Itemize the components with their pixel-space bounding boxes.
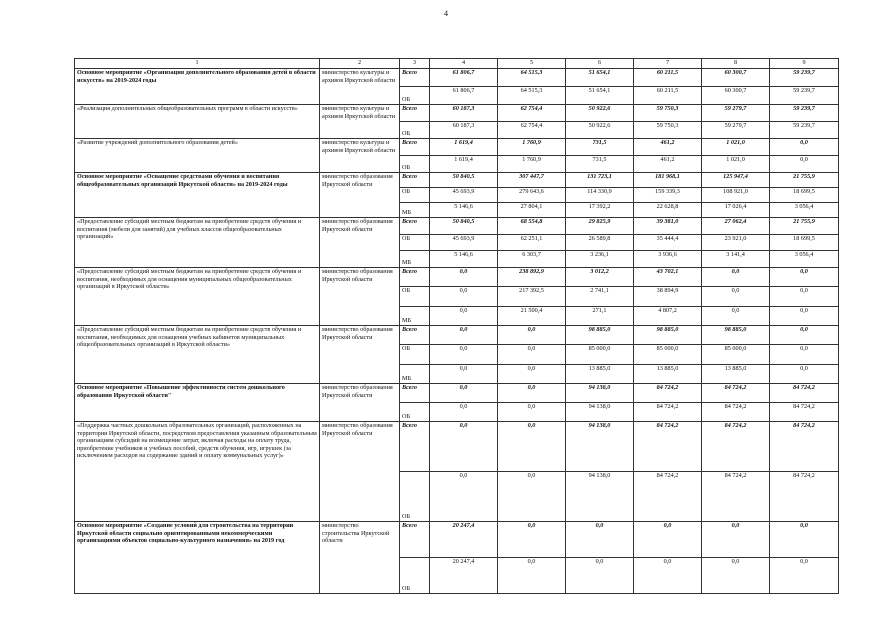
funding-source: Всего [400,218,430,235]
funding-source: ОБ [400,471,430,521]
table-row [75,521,839,557]
value-cell: 45 693,9 [430,234,498,251]
table-row [75,383,839,402]
table-row [75,325,839,344]
column-header: 6 [566,59,634,69]
value-cell: 84 724,2 [770,471,839,521]
value-cell: 0,0 [498,471,566,521]
executor-cell: министерство образования Иркутской области [320,421,400,521]
value-cell: 5 146,6 [430,203,498,218]
value-cell: 1 760,9 [498,156,566,173]
value-cell: 307 447,7 [498,173,566,188]
value-cell: 17 392,2 [566,203,634,218]
value-cell: 0,0 [498,364,566,383]
executor-cell: министерство образования Иркутской области [320,218,400,268]
measure-name: Основное мероприятие «Организация дополнительного образования детей в области искусств» на 2019-2024 годы [75,69,320,105]
column-header: 2 [320,59,400,69]
funding-source: Всего [400,139,430,156]
value-cell: 84 724,2 [702,471,770,521]
value-cell: 59 279,7 [702,105,770,122]
measure-name: «Предоставление субсидий местным бюджетам на приобретение средств обучения и воспитания, необходимых для оснащения учебных кабинетов муниципальных общеобразовательных организаций в Иркутской области» [75,325,320,383]
value-cell: 0,0 [702,521,770,557]
value-cell: 21 755,9 [770,218,839,235]
value-cell: 20 247,4 [430,557,498,593]
value-cell: 21 500,4 [498,306,566,325]
funding-source: Всего [400,173,430,188]
funding-source: ОБ [400,87,430,105]
value-cell: 84 724,2 [634,471,702,521]
value-cell: 238 892,9 [498,267,566,286]
measure-name: Основное мероприятие «Оснащение средствами обучения и воспитания общеобразовательных организаций Иркутской области» на 2019-2024 годы [75,173,320,218]
measure-name: «Развитие учреждений дополнительного образования детей» [75,139,320,173]
funding-source: Всего [400,267,430,286]
value-cell: 64 515,3 [498,69,566,87]
value-cell: 22 628,8 [634,203,702,218]
funding-source: ОБ [400,188,430,203]
value-cell: 6 303,7 [498,251,566,268]
value-cell: 59 239,7 [770,105,839,122]
value-cell: 23 921,0 [702,234,770,251]
value-cell: 20 247,4 [430,521,498,557]
column-header: 3 [400,59,430,69]
value-cell: 84 724,2 [702,421,770,471]
executor-cell: министерство строительства Иркутской области [320,521,400,593]
value-cell: 60 211,5 [634,69,702,87]
value-cell: 0,0 [498,557,566,593]
value-cell: 0,0 [430,267,498,286]
value-cell: 18 699,5 [770,188,839,203]
value-cell: 0,0 [498,345,566,364]
value-cell: 59 239,7 [770,69,839,87]
value-cell: 181 968,1 [634,173,702,188]
funding-source: Всего [400,69,430,87]
value-cell: 59 279,7 [702,122,770,139]
funding-source: ОБ [400,287,430,306]
value-cell: 84 724,2 [702,383,770,402]
funding-source: Всего [400,421,430,471]
funding-source: Всего [400,325,430,344]
value-cell: 50 840,5 [430,173,498,188]
value-cell: 5 146,6 [430,251,498,268]
value-cell: 159 339,3 [634,188,702,203]
value-cell: 3 056,4 [770,251,839,268]
value-cell: 18 699,5 [770,234,839,251]
value-cell: 51 654,1 [566,87,634,105]
value-cell: 50 922,6 [566,122,634,139]
value-cell: 0,0 [498,383,566,402]
value-cell: 61 806,7 [430,69,498,87]
value-cell: 3 236,1 [566,251,634,268]
value-cell: 0,0 [430,471,498,521]
value-cell: 94 138,0 [566,383,634,402]
value-cell: 0,0 [430,306,498,325]
value-cell: 1 619,4 [430,156,498,173]
value-cell: 84 724,2 [702,402,770,421]
value-cell: 64 515,3 [498,87,566,105]
value-cell: 60 187,3 [430,105,498,122]
funding-source: ОБ [400,557,430,593]
value-cell: 84 724,2 [634,383,702,402]
value-cell: 84 724,2 [770,402,839,421]
value-cell: 0,0 [430,287,498,306]
measure-name: «Предоставление субсидий местным бюджетам на приобретение средств обучения и воспитания (мебели для занятий) для учебных классов общеобразовательных организаций» [75,218,320,268]
value-cell: 94 138,0 [566,402,634,421]
executor-cell: министерство культуры и архивов Иркутской области [320,69,400,105]
value-cell: 731,5 [566,139,634,156]
page-number: 4 [444,9,448,18]
value-cell: 61 806,7 [430,87,498,105]
value-cell: 50 840,5 [430,218,498,235]
value-cell: 3 936,6 [634,251,702,268]
value-cell: 125 947,4 [702,173,770,188]
value-cell: 60 187,3 [430,122,498,139]
value-cell: 35 444,4 [634,234,702,251]
value-cell: 29 825,9 [566,218,634,235]
funding-source: ОБ [400,156,430,173]
value-cell: 84 724,2 [770,421,839,471]
value-cell: 0,0 [770,345,839,364]
budget-table [74,58,839,594]
value-cell: 84 724,2 [634,402,702,421]
column-header: 4 [430,59,498,69]
column-header: 5 [498,59,566,69]
measure-name: «Поддержка частных дошкольных образовательных организаций, расположенных на территории Иркутской области, посредством предоставления указанным образовательным организациям субсидий на возмещение затрат, включая расходы на оплату труда, приобретение учебников и учебных пособий, средств обучения, игр, игрушек (за исключением расходов на содержание зданий и оплату коммунальных услуг)» [75,421,320,521]
table-row [75,139,839,156]
value-cell: 27 804,1 [498,203,566,218]
value-cell: 0,0 [770,557,839,593]
column-header: 1 [75,59,320,69]
value-cell: 62 754,4 [498,105,566,122]
funding-source: ОБ [400,345,430,364]
value-cell: 0,0 [498,521,566,557]
column-header: 9 [770,59,839,69]
value-cell: 59 750,3 [634,122,702,139]
value-cell: 45 693,9 [430,188,498,203]
value-cell: 21 755,9 [770,173,839,188]
value-cell: 0,0 [634,521,702,557]
value-cell: 1 760,9 [498,139,566,156]
value-cell: 0,0 [430,421,498,471]
value-cell: 0,0 [770,156,839,173]
value-cell: 62 251,1 [498,234,566,251]
value-cell: 0,0 [430,402,498,421]
value-cell: 0,0 [702,267,770,286]
measure-name: «Реализация дополнительных общеобразовательных программ в области искусств» [75,105,320,139]
executor-cell: министерство культуры и архивов Иркутской области [320,139,400,173]
value-cell: 3 012,2 [566,267,634,286]
value-cell: 108 921,0 [702,188,770,203]
value-cell: 59 239,7 [770,122,839,139]
column-header: 8 [702,59,770,69]
value-cell: 59 750,3 [634,105,702,122]
value-cell: 0,0 [566,557,634,593]
executor-cell: министерство образования Иркутской области [320,173,400,218]
value-cell: 1 021,0 [702,156,770,173]
value-cell: 3 056,4 [770,203,839,218]
funding-source: МБ [400,251,430,268]
executor-cell: министерство культуры и архивов Иркутской области [320,105,400,139]
value-cell: 43 702,1 [634,267,702,286]
value-cell: 13 885,0 [702,364,770,383]
value-cell: 85 000,0 [634,345,702,364]
funding-source: Всего [400,383,430,402]
executor-cell: министерство образования Иркутской области [320,325,400,383]
value-cell: 1 619,4 [430,139,498,156]
value-cell: 13 885,0 [634,364,702,383]
value-cell: 0,0 [566,521,634,557]
measure-name: Основное мероприятие «Создание условий для строительства на территории Иркутской области социально ориентированными некоммерческими организациями объектов социально-культурного назначения» на 2019 год [75,521,320,593]
value-cell: 62 754,4 [498,122,566,139]
funding-source: ОБ [400,122,430,139]
value-cell: 461,2 [634,139,702,156]
value-cell: 0,0 [430,364,498,383]
value-cell: 0,0 [498,402,566,421]
value-cell: 0,0 [498,421,566,471]
value-cell: 0,0 [770,287,839,306]
table-row [75,421,839,471]
value-cell: 85 000,0 [702,345,770,364]
value-cell: 59 239,7 [770,87,839,105]
value-cell: 0,0 [634,557,702,593]
funding-source: МБ [400,203,430,218]
value-cell: 68 554,8 [498,218,566,235]
value-cell: 0,0 [498,325,566,344]
value-cell: 27 062,4 [702,218,770,235]
funding-source: ОБ [400,234,430,251]
funding-source: МБ [400,364,430,383]
value-cell: 279 643,6 [498,188,566,203]
value-cell: 114 330,9 [566,188,634,203]
value-cell: 0,0 [702,557,770,593]
value-cell: 0,0 [770,139,839,156]
value-cell: 0,0 [770,364,839,383]
value-cell: 85 000,0 [566,345,634,364]
value-cell: 461,2 [634,156,702,173]
executor-cell: министерство образования Иркутской области [320,267,400,325]
funding-source: Всего [400,521,430,557]
value-cell: 98 885,0 [702,325,770,344]
funding-source: ОБ [400,402,430,421]
value-cell: 0,0 [430,383,498,402]
measure-name: Основное мероприятие «Повышение эффективности систем дошкольного образования Иркутской области" [75,383,320,421]
funding-source: Всего [400,105,430,122]
value-cell: 131 723,1 [566,173,634,188]
value-cell: 39 381,0 [634,218,702,235]
value-cell: 0,0 [702,287,770,306]
table-row [75,267,839,286]
value-cell: 60 211,5 [634,87,702,105]
value-cell: 13 885,0 [566,364,634,383]
funding-source: МБ [400,306,430,325]
value-cell: 3 141,4 [702,251,770,268]
header-row [75,59,839,69]
value-cell: 84 724,2 [634,421,702,471]
value-cell: 0,0 [702,306,770,325]
value-cell: 26 589,8 [566,234,634,251]
value-cell: 94 138,0 [566,421,634,471]
value-cell: 38 894,9 [634,287,702,306]
value-cell: 1 021,0 [702,139,770,156]
value-cell: 17 026,4 [702,203,770,218]
value-cell: 0,0 [770,267,839,286]
measure-name: «Предоставление субсидий местным бюджетам на приобретение средств обучения и воспитания, необходимых для оснащения муниципальных общеобразовательных организаций в Иркутской области» [75,267,320,325]
value-cell: 271,1 [566,306,634,325]
table-row [75,69,839,87]
value-cell: 0,0 [430,345,498,364]
value-cell: 50 922,6 [566,105,634,122]
column-header: 7 [634,59,702,69]
table-row [75,105,839,122]
table-row [75,218,839,235]
value-cell: 60 300,7 [702,87,770,105]
value-cell: 217 392,5 [498,287,566,306]
value-cell: 0,0 [770,306,839,325]
executor-cell: министерство образования Иркутской области [320,383,400,421]
value-cell: 60 300,7 [702,69,770,87]
table-row [75,173,839,188]
value-cell: 84 724,2 [770,383,839,402]
value-cell: 731,5 [566,156,634,173]
value-cell: 94 138,0 [566,471,634,521]
value-cell: 0,0 [430,325,498,344]
value-cell: 0,0 [770,521,839,557]
value-cell: 98 885,0 [634,325,702,344]
value-cell: 51 654,1 [566,69,634,87]
value-cell: 0,0 [770,325,839,344]
value-cell: 4 807,2 [634,306,702,325]
value-cell: 98 885,0 [566,325,634,344]
value-cell: 2 741,1 [566,287,634,306]
